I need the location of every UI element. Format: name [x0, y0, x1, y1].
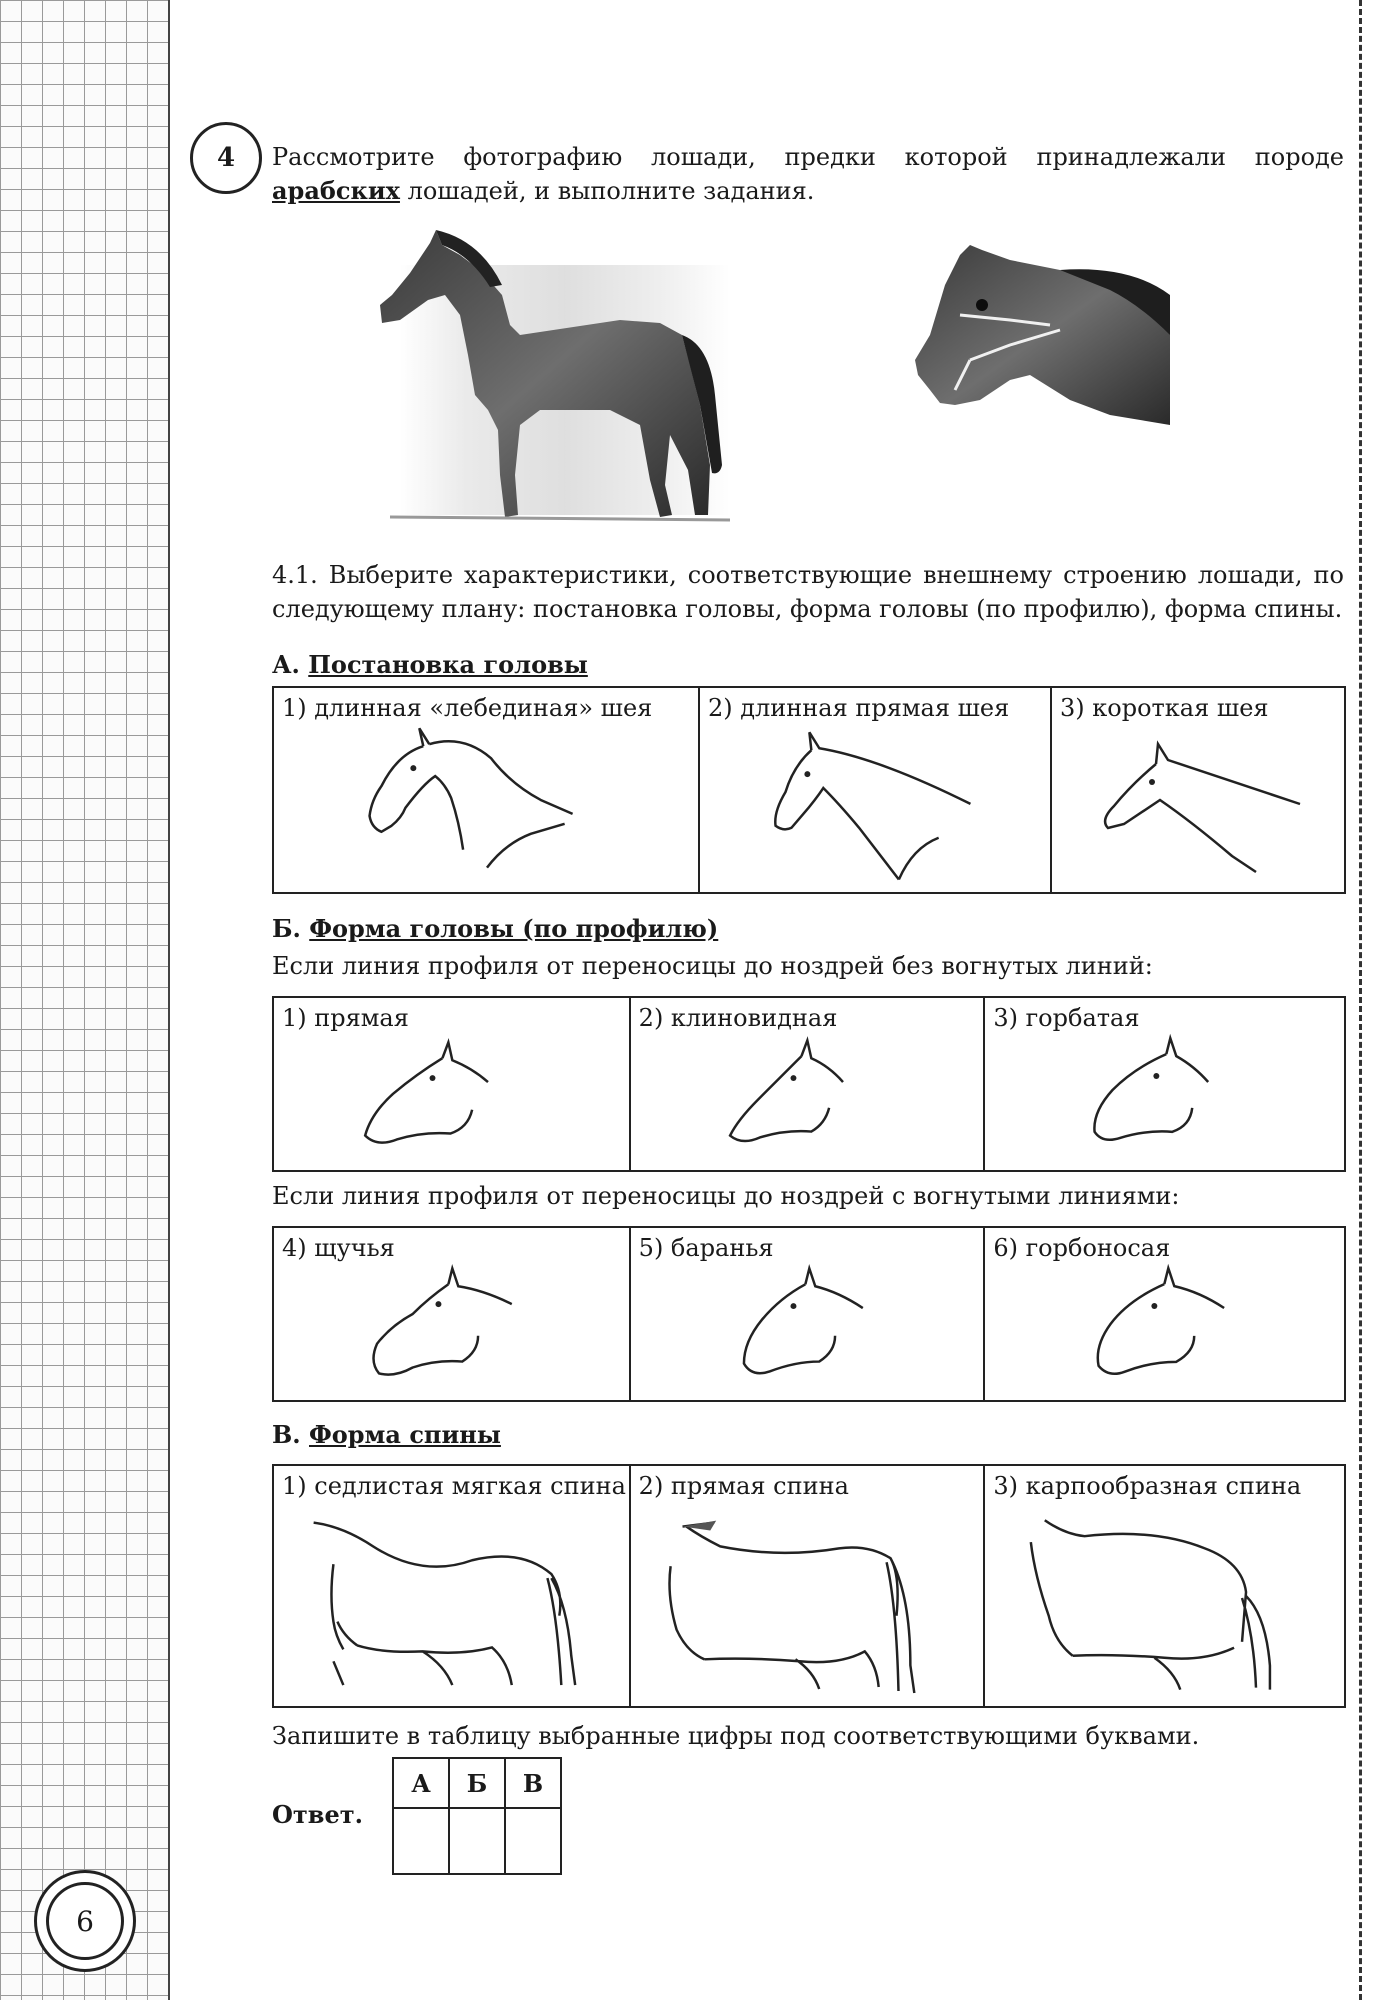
section-a-heading: Постановка головы: [308, 650, 588, 679]
cut-line: [1359, 0, 1362, 2000]
pike-profile-head-icon: [274, 1228, 629, 1400]
straight-neck-horse-head-icon: [700, 688, 1050, 892]
option-b3-label: 3) горбатая: [993, 1004, 1140, 1032]
horse-photographs: [370, 225, 1180, 535]
note-concave: Если линия профиля от переносицы до ноздрей с вогнутыми линиями:: [272, 1182, 1180, 1210]
section-v-options: [272, 1464, 1346, 1708]
intro-text-start: Рассмотрите фотографию лошади, предки которой принадлежали породе: [272, 143, 1344, 171]
short-neck-horse-head-icon: [1052, 688, 1344, 892]
graph-paper-margin: [0, 0, 170, 2000]
answer-cell-a[interactable]: [393, 1808, 449, 1874]
ram-profile-head-icon: [631, 1228, 984, 1400]
swan-neck-horse-head-icon: [274, 688, 698, 892]
section-v-letter: В.: [272, 1420, 301, 1449]
answer-col-b: Б: [449, 1758, 505, 1808]
option-b1[interactable]: [274, 998, 631, 1170]
option-b2-label: 2) клиновидная: [638, 1004, 838, 1032]
option-v3-label: 3) карпообразная спина: [993, 1472, 1302, 1500]
section-a-letter: А.: [272, 650, 300, 679]
section-b-options-row1: [272, 996, 1346, 1172]
option-a2-label: 2) длинная прямая шея: [708, 694, 1010, 722]
answer-header-row: [393, 1758, 561, 1808]
intro-text-end: лошадей, и выполните задания.: [399, 177, 815, 205]
section-b-options-row2: [272, 1226, 1346, 1402]
intro-breed-emphasis: арабских: [272, 176, 400, 205]
option-b5-label: 5) баранья: [638, 1234, 774, 1262]
answer-col-a: А: [393, 1758, 449, 1808]
answer-table: [392, 1757, 562, 1875]
option-v2[interactable]: [631, 1466, 986, 1706]
page-number: 6: [76, 1904, 94, 1938]
question-4-1: 4.1. Выберите характеристики, соответствующие внешнему строению лошади, по следующему плану: постановка головы, форма головы (по профилю), форма спины.: [272, 561, 1344, 623]
section-a-options: [272, 686, 1346, 894]
section-b-heading: Форма головы (по профилю): [309, 914, 719, 943]
option-v3[interactable]: [985, 1466, 1344, 1706]
section-b-title: [272, 914, 718, 943]
option-a2[interactable]: [700, 688, 1052, 892]
answer-col-v: В: [505, 1758, 561, 1808]
horse-full-body-photo: [380, 230, 730, 520]
option-b4-label: 4) щучья: [282, 1234, 395, 1262]
option-b1-label: 1) прямая: [282, 1004, 409, 1032]
section-b-letter: Б.: [272, 914, 301, 943]
straight-profile-head-icon: [274, 998, 629, 1170]
section-a-title: [272, 650, 588, 679]
option-b2[interactable]: [631, 998, 986, 1170]
saddle-back-body-icon: [274, 1466, 629, 1706]
section-v-title: [272, 1420, 501, 1449]
answer-label: Ответ.: [272, 1800, 363, 1829]
option-b6-label: 6) горбоносая: [993, 1234, 1171, 1262]
option-b6[interactable]: [985, 1228, 1344, 1400]
horse-head-closeup-photo: [915, 245, 1170, 425]
option-a1[interactable]: [274, 688, 700, 892]
section-v-heading: Форма спины: [309, 1420, 501, 1449]
humped-profile-head-icon: [985, 998, 1344, 1170]
option-a3-label: 3) короткая шея: [1060, 694, 1269, 722]
task-number-badge: 4: [190, 122, 262, 194]
option-b4[interactable]: [274, 1228, 631, 1400]
option-a1-label: 1) длинная «лебединая» шея: [282, 694, 653, 722]
page-number-badge: [34, 1870, 136, 1972]
answer-input-row: [393, 1808, 561, 1874]
instruction-text: Запишите в таблицу выбранные цифры под соответствующими буквами.: [272, 1722, 1200, 1750]
answer-cell-v[interactable]: [505, 1808, 561, 1874]
option-v1[interactable]: [274, 1466, 631, 1706]
wedge-profile-head-icon: [631, 998, 984, 1170]
roman-nose-profile-head-icon: [985, 1228, 1344, 1400]
option-b5[interactable]: [631, 1228, 986, 1400]
option-v2-label: 2) прямая спина: [638, 1472, 849, 1500]
straight-back-body-icon: [631, 1466, 984, 1706]
answer-cell-b[interactable]: [449, 1808, 505, 1874]
option-b3[interactable]: [985, 998, 1344, 1170]
option-v1-label: 1) седлистая мягкая спина: [282, 1472, 626, 1500]
task-intro: [272, 140, 1344, 208]
option-a3[interactable]: [1052, 688, 1344, 892]
carp-back-body-icon: [985, 1466, 1344, 1706]
note-no-concave: Если линия профиля от переносицы до ноздрей без вогнутых линий:: [272, 952, 1153, 980]
